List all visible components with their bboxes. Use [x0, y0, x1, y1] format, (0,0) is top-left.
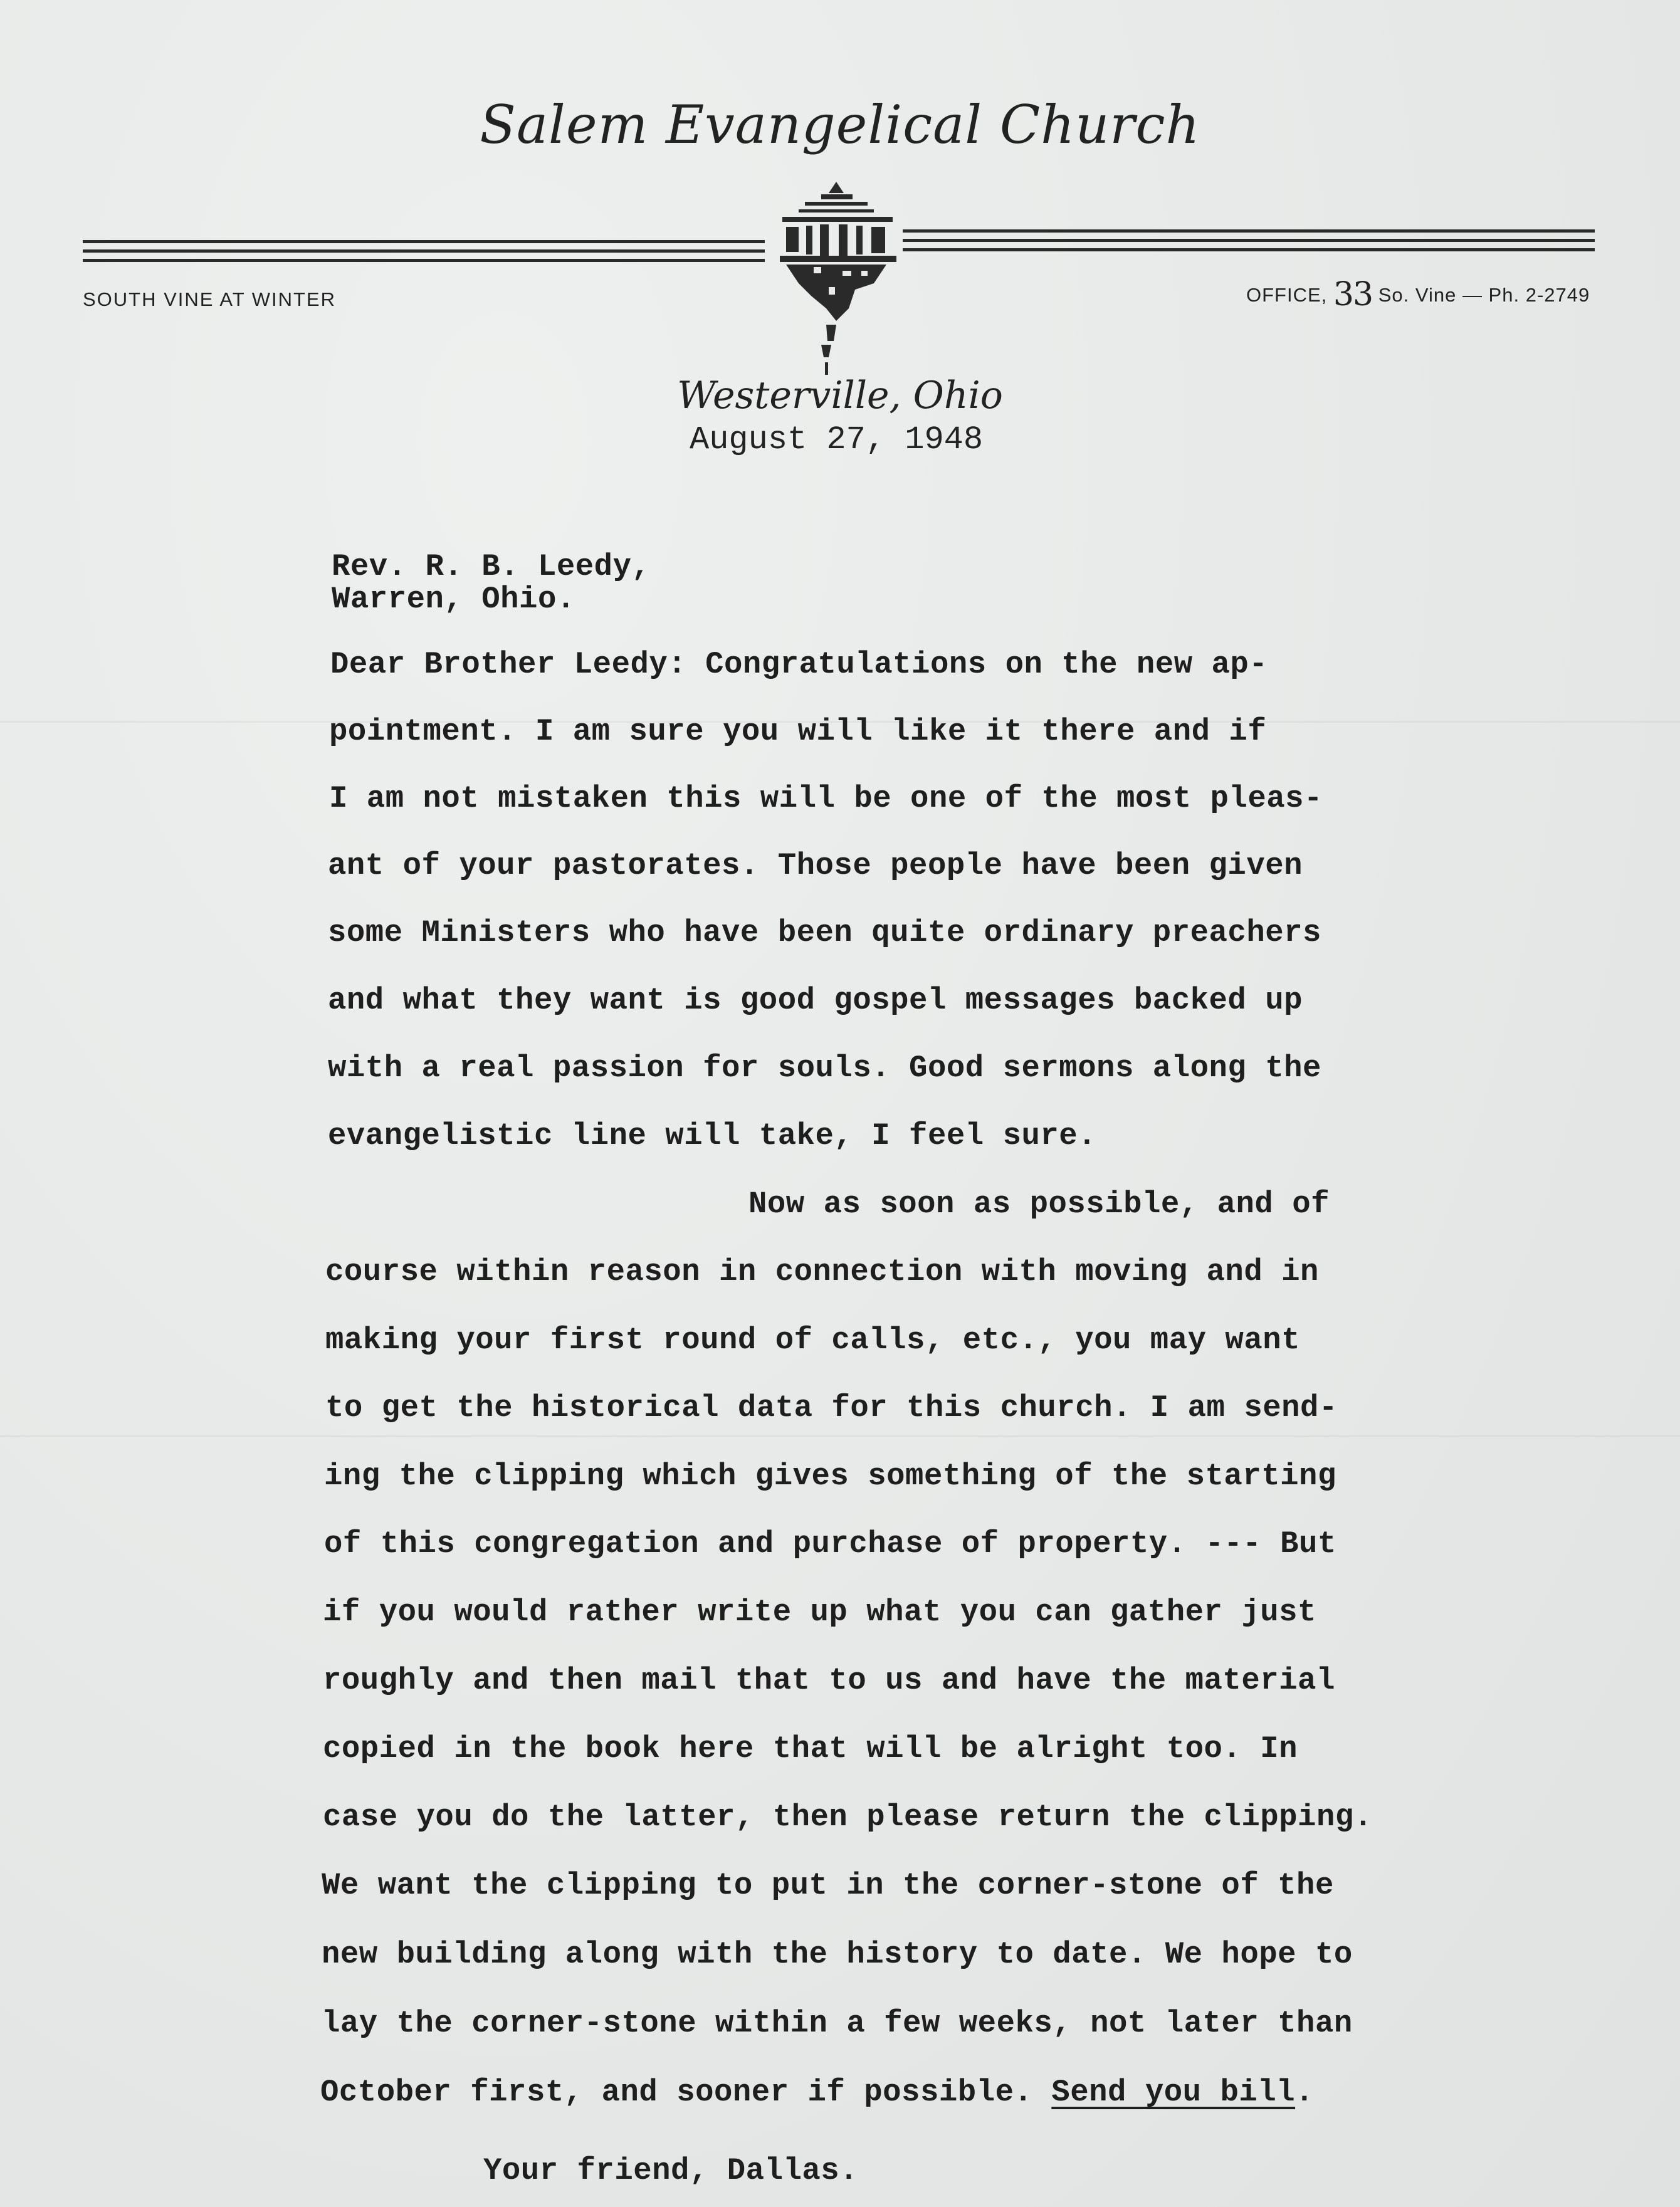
recipient-line: Warren, Ohio.	[332, 582, 575, 617]
body-line-text: October first, and sooner if possible.	[320, 2075, 1033, 2110]
street-address: SOUTH VINE AT WINTER	[83, 288, 336, 310]
body-line: with a real passion for souls. Good sermons along the	[328, 1051, 1321, 1086]
church-emblem-icon	[761, 177, 911, 377]
office-number: 33	[1333, 276, 1373, 313]
body-line: course within reason in connection with moving and in	[325, 1254, 1319, 1289]
letter-date: August 27, 1948	[690, 421, 984, 458]
body-line	[320, 2075, 1314, 2110]
body-line: case you do the latter, then please return the clipping.	[323, 1800, 1373, 1835]
underlined-note: Send you bill	[1051, 2075, 1296, 2110]
letterhead-rule-left	[83, 240, 765, 273]
body-line: pointment. I am sure you will like it there and if	[329, 714, 1267, 749]
recipient-line: Rev. R. B. Leedy,	[332, 549, 651, 584]
letterhead-rule-right	[903, 229, 1595, 262]
letterhead-city: Westerville, Ohio	[677, 374, 1003, 417]
body-line: of this congregation and purchase of property. --- But	[324, 1526, 1336, 1561]
body-line: new building along with the history to date. We hope to	[322, 1937, 1353, 1972]
office-rest: So. Vine — Ph. 2-2749	[1378, 284, 1590, 306]
body-line: ing the clipping which gives something of the starting	[324, 1459, 1336, 1494]
church-name: Salem Evangelical Church	[480, 94, 1200, 155]
body-line: and what they want is good gospel messages backed up	[328, 983, 1303, 1018]
closing-signature: Your friend, Dallas.	[483, 2153, 859, 2188]
body-line: We want the clipping to put in the corner-stone of the	[322, 1868, 1334, 1903]
body-line: making your first round of calls, etc., you may want	[325, 1323, 1301, 1358]
underlined-note-period: .	[1295, 2075, 1314, 2110]
body-line: roughly and then mail that to us and have the material	[323, 1663, 1335, 1698]
body-line: I am not mistaken this will be one of the most pleas-	[329, 781, 1323, 816]
body-line: ant of your pastorates. Those people have been given	[328, 848, 1303, 883]
office-prefix: OFFICE,	[1246, 284, 1328, 306]
body-line: to get the historical data for this church. I am send-	[325, 1390, 1338, 1425]
office-address	[1246, 276, 1590, 313]
body-line: evangelistic line will take, I feel sure.	[328, 1118, 1097, 1153]
body-line: lay the corner-stone within a few weeks, not later than	[322, 2006, 1353, 2041]
body-line: if you would rather write up what you can gather just	[323, 1595, 1316, 1630]
body-line: copied in the book here that will be alright too. In	[323, 1731, 1298, 1766]
body-line: Now as soon as possible, and of	[748, 1187, 1330, 1222]
body-line: Dear Brother Leedy: Congratulations on the new ap-	[330, 647, 1268, 682]
body-line: some Ministers who have been quite ordinary preachers	[328, 915, 1321, 950]
